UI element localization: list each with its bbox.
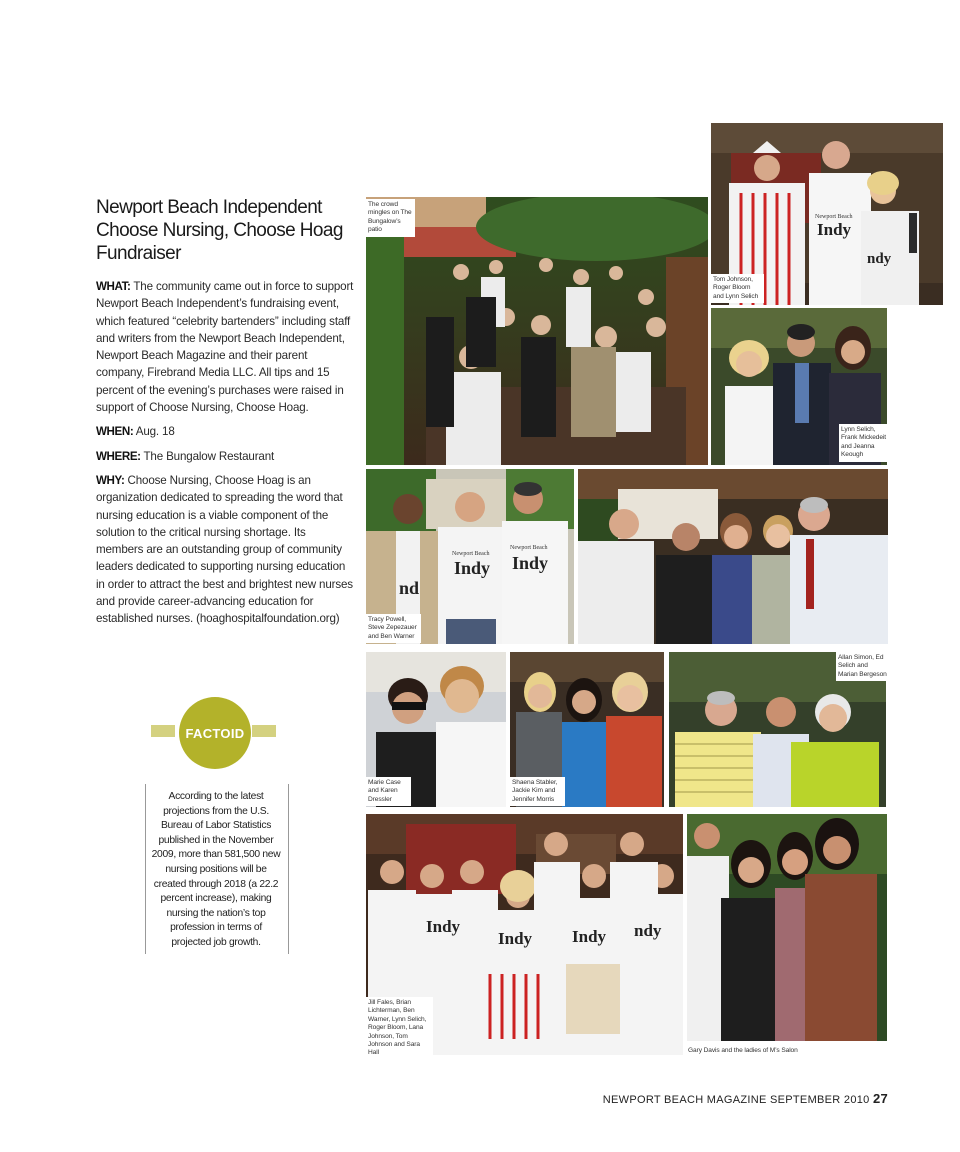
caption-marie: Marie Case and Karen Dressler	[366, 777, 411, 806]
svg-text:ndy: ndy	[867, 251, 892, 267]
factoid-badge	[179, 697, 251, 769]
caption-lynn: Lynn Selich, Frank Mickedeit and Jeanna Keough	[839, 424, 890, 462]
svg-text:Newport Beach: Newport Beach	[510, 545, 548, 551]
caption-crowd: The crowd mingles on The Bungalow’s patio	[366, 199, 415, 237]
svg-text:Newport Beach: Newport Beach	[452, 551, 490, 557]
svg-text:nd: nd	[399, 578, 420, 598]
svg-text:ndy: ndy	[634, 921, 662, 940]
article-headline: Newport Beach Independent Choose Nursing, Choose Hoag Fundraiser	[96, 197, 343, 264]
where-paragraph	[96, 448, 354, 465]
why-text: Choose Nursing, Choose Hoag is an organization dedicated to spreading the word that nursing education is a viable component of the solution to the critical nursing shortage. Its members are an outstanding group of community leaders dedicated to supporting nursing education in order to attract the best and brightest new nurses and provide career-advancing education for established nurses. (hoaghospitalfoundation.org)	[96, 473, 353, 626]
why-label: WHY:	[96, 473, 125, 487]
when-label: WHEN:	[96, 425, 134, 439]
when-paragraph	[96, 423, 354, 440]
what-label: WHAT:	[96, 280, 131, 293]
where-label: WHERE:	[96, 449, 141, 463]
shirt-text-big: Indy	[817, 220, 852, 239]
photo-group-five	[578, 469, 888, 644]
factoid-bar-right	[252, 725, 276, 737]
caption-gary: Gary Davis and the ladies of M’s Salon	[688, 1047, 798, 1054]
svg-text:Indy: Indy	[454, 558, 491, 578]
svg-text:Indy: Indy	[426, 917, 461, 936]
why-paragraph	[96, 472, 354, 628]
svg-text:Indy: Indy	[498, 929, 533, 948]
caption-shaena: Shaena Stabler, Jackie Kim and Jennifer Morris	[510, 777, 565, 806]
page-footer	[560, 1091, 888, 1106]
photo-crowd	[366, 197, 708, 465]
factoid-bar-left	[151, 725, 175, 737]
when-text: Aug. 18	[135, 425, 175, 439]
what-text: The community came out in force to support Newport Beach Independent’s fundraising event, which featured “celebrity bartenders” including staff and writers from the Newport Beach Independent, Newport Beach Magazine and their parent company, Firebrand Media LLC. All tips and 15 percent of the evening’s purchases were raised in support of Choose Nursing, Choose Hoag.	[96, 280, 354, 415]
caption-tracy: Tracy Powell, Steve Zepezauer and Ben Warner	[366, 614, 421, 643]
caption-allan: Allan Simon, Ed Selich and Marian Bergeson	[836, 652, 891, 681]
footer-magazine: NEWPORT BEACH MAGAZINE SEPTEMBER 2010	[602, 1094, 870, 1106]
what-paragraph	[96, 278, 354, 416]
factoid-text: According to the latest projections from the U.S. Bureau of Labor Statistics published in the November 2009, more than 581,500 new nursing positions will be created through 2018 (a 22.2 percent increase), making nursing the nation’s top profession in terms of projected job growth.	[151, 791, 281, 948]
page-number: 27	[872, 1091, 888, 1106]
photo-gary-salon	[687, 814, 887, 1041]
article-body	[96, 278, 354, 635]
shirt-text-small: Newport Beach	[815, 214, 853, 220]
factoid-label: FACTOID	[185, 725, 245, 741]
where-text: The Bungalow Restaurant	[143, 449, 275, 463]
svg-text:Indy: Indy	[512, 553, 549, 573]
caption-tom: Tom Johnson, Roger Bloom and Lynn Selich	[711, 274, 764, 303]
svg-text:Indy: Indy	[572, 927, 607, 946]
caption-jill: Jill Fales, Brian Lichterman, Ben Warner, Lynn Selich, Roger Bloom, Lana Johnson, Tom Johnson and Sara Hall	[366, 997, 433, 1060]
